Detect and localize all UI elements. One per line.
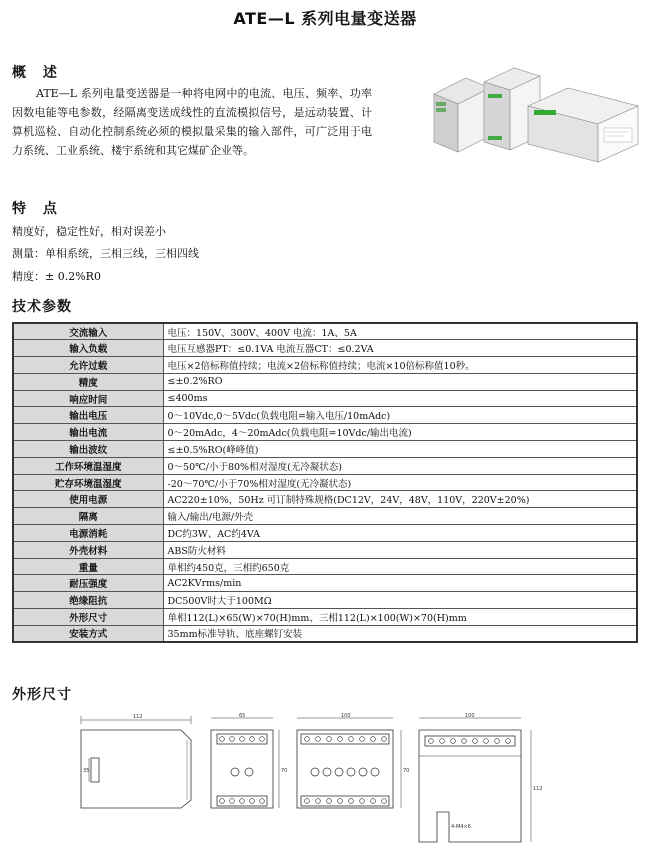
feature-line: 测量：单相系统，三相三线，三相四线 (12, 247, 199, 260)
spec-label: 外形尺寸 (13, 609, 163, 626)
adjust-knob (231, 768, 239, 776)
spec-value: 0～20mAdc，4～20mAdc(负载电阻=10Vdc/输出电流) (163, 424, 637, 441)
spec-row (13, 340, 637, 357)
terminal-screw (338, 799, 343, 804)
spec-row (13, 441, 637, 458)
terminal-screw (220, 737, 225, 742)
spec-label: 电源消耗 (13, 525, 163, 542)
overview-heading: 概 述 (12, 65, 63, 81)
spec-value: ≤±0.2%RO (163, 373, 637, 390)
features-heading: 特 点 (12, 201, 63, 217)
terminal-screw (240, 799, 245, 804)
spec-row (13, 424, 637, 441)
dimension-drawings (75, 712, 640, 847)
spec-label: 绝缘阻抗 (13, 592, 163, 609)
spec-value: DC500V时大于100MΩ (163, 592, 637, 609)
spec-value: 0～10Vdc,0～5Vdc(负载电阻=输入电压/10mAdc) (163, 407, 637, 424)
terminal-screw (506, 739, 511, 744)
feature-line: 精度好，稳定性好，相对误差小 (12, 225, 166, 238)
terminal-screw (327, 737, 332, 742)
terminal-screw (250, 737, 255, 742)
terminal-screw (220, 799, 225, 804)
spec-label: 精度 (13, 373, 163, 390)
spec-value: ≤±0.5%RO(峰峰值) (163, 441, 637, 458)
adjust-knob (359, 768, 367, 776)
side-view-drawing (81, 716, 191, 808)
spec-row (13, 525, 637, 542)
terminal-screw (316, 799, 321, 804)
spec-label: 使用电源 (13, 491, 163, 508)
spec-row (13, 390, 637, 407)
spec-row (13, 474, 637, 491)
spec-label: 工作环境温湿度 (13, 457, 163, 474)
terminal-screw (360, 799, 365, 804)
spec-row (13, 558, 637, 575)
terminal-screw (429, 739, 434, 744)
dim-label: 112 (133, 714, 143, 720)
specs-heading: 技术参数 (12, 299, 72, 315)
terminal-screw (230, 737, 235, 742)
terminal-screw (327, 799, 332, 804)
spec-value: ≤400ms (163, 390, 637, 407)
terminal-screw (230, 799, 235, 804)
spec-label: 输入负载 (13, 340, 163, 357)
front-view-triple-drawing (297, 718, 401, 808)
terminal-screw (349, 737, 354, 742)
terminal-screw (382, 737, 387, 742)
spec-label: 允许过载 (13, 357, 163, 374)
spec-row (13, 609, 637, 626)
spec-row (13, 457, 637, 474)
terminal-screw (260, 737, 265, 742)
terminal-screw (240, 737, 245, 742)
front-view-single-drawing (211, 718, 279, 808)
spec-row (13, 575, 637, 592)
feature-line: 精度：± 0.2%R0 (12, 270, 101, 283)
spec-value: ABS防火材料 (163, 541, 637, 558)
terminal-screw (451, 739, 456, 744)
terminal-screw (338, 737, 343, 742)
spec-row (13, 357, 637, 374)
spec-value: 电压×2倍标称值持续；电流×2倍标称值持续；电流×10倍标称值10秒。 (163, 357, 637, 374)
spec-label: 隔离 (13, 508, 163, 525)
terminal-screw (316, 737, 321, 742)
spec-label: 耐压强度 (13, 575, 163, 592)
terminal-screw (473, 739, 478, 744)
terminal-screw (371, 737, 376, 742)
terminal-screw (440, 739, 445, 744)
spec-row (13, 541, 637, 558)
base-view-drawing (419, 718, 531, 842)
adjust-knob (245, 768, 253, 776)
spec-row (13, 508, 637, 525)
dim-label: 35 (83, 768, 90, 774)
spec-value: DC约3W、AC约4VA (163, 525, 637, 542)
spec-label: 输出电压 (13, 407, 163, 424)
spec-row (13, 625, 637, 642)
dimensions-heading: 外形尺寸 (12, 687, 72, 703)
spec-label: 重量 (13, 558, 163, 575)
dim-label: 4-M4×6 (451, 824, 471, 830)
dim-label: 65 (239, 713, 246, 719)
terminal-screw (349, 799, 354, 804)
spec-value: 输入/输出/电源/外壳 (163, 508, 637, 525)
overview-text: ATE—L 系列电量变送器是一种将电网中的电流、电压、频率、功率因数电能等电参数，经隔离变送成线性的直流模拟信号，是远动装置、计算机巡检、自动化控制系统必须的模拟量采集的输入部件，可广泛用于电力系统、工业系统、楼宇系统和其它煤矿企业等。 (12, 87, 372, 157)
spec-label: 外壳材料 (13, 541, 163, 558)
spec-label: 贮存环境温湿度 (13, 474, 163, 491)
spec-value: 单相约450克，三相约650克 (163, 558, 637, 575)
spec-table (12, 322, 638, 643)
adjust-knob (323, 768, 331, 776)
terminal-screw (462, 739, 467, 744)
spec-label: 响应时间 (13, 390, 163, 407)
spec-row (13, 323, 637, 340)
terminal-screw (495, 739, 500, 744)
spec-value: 电压：150V、300V、400V 电流：1A、5A (163, 323, 637, 340)
spec-row (13, 592, 637, 609)
spec-label: 输出电流 (13, 424, 163, 441)
spec-row (13, 407, 637, 424)
product-photo (428, 66, 640, 166)
adjust-knob (311, 768, 319, 776)
dim-label: 100 (341, 713, 351, 719)
spec-value: AC2KVrms/min (163, 575, 637, 592)
terminal-screw (250, 799, 255, 804)
dim-label: 70 (403, 768, 410, 774)
page-title: ATE—L 系列电量变送器 (233, 9, 417, 28)
terminal-screw (382, 799, 387, 804)
adjust-knob (347, 768, 355, 776)
terminal-screw (305, 737, 310, 742)
spec-value: -20～70℃/小于70%相对湿度(无冷凝状态) (163, 474, 637, 491)
spec-row (13, 491, 637, 508)
dim-label: 112 (533, 786, 543, 792)
terminal-screw (484, 739, 489, 744)
spec-value: 单相112(L)×65(W)×70(H)mm、三相112(L)×100(W)×70(H)mm (163, 609, 637, 626)
adjust-knob (371, 768, 379, 776)
spec-value: 0～50℃/小于80%相对湿度(无冷凝状态) (163, 457, 637, 474)
terminal-screw (371, 799, 376, 804)
spec-row (13, 373, 637, 390)
spec-value: 电压互感器PT：≤0.1VA 电流互器CT：≤0.2VA (163, 340, 637, 357)
spec-value: 35mm标准导轨、底座螺钉安装 (163, 625, 637, 642)
terminal-screw (260, 799, 265, 804)
spec-value: AC220±10%，50Hz 可订制特殊规格(DC12V，24V，48V，110V，220V±20%) (163, 491, 637, 508)
terminal-screw (305, 799, 310, 804)
spec-label: 输出波纹 (13, 441, 163, 458)
spec-label: 交流输入 (13, 323, 163, 340)
adjust-knob (335, 768, 343, 776)
dim-label: 100 (465, 713, 475, 719)
spec-label: 安装方式 (13, 625, 163, 642)
terminal-screw (360, 737, 365, 742)
dim-label: 70 (281, 768, 288, 774)
